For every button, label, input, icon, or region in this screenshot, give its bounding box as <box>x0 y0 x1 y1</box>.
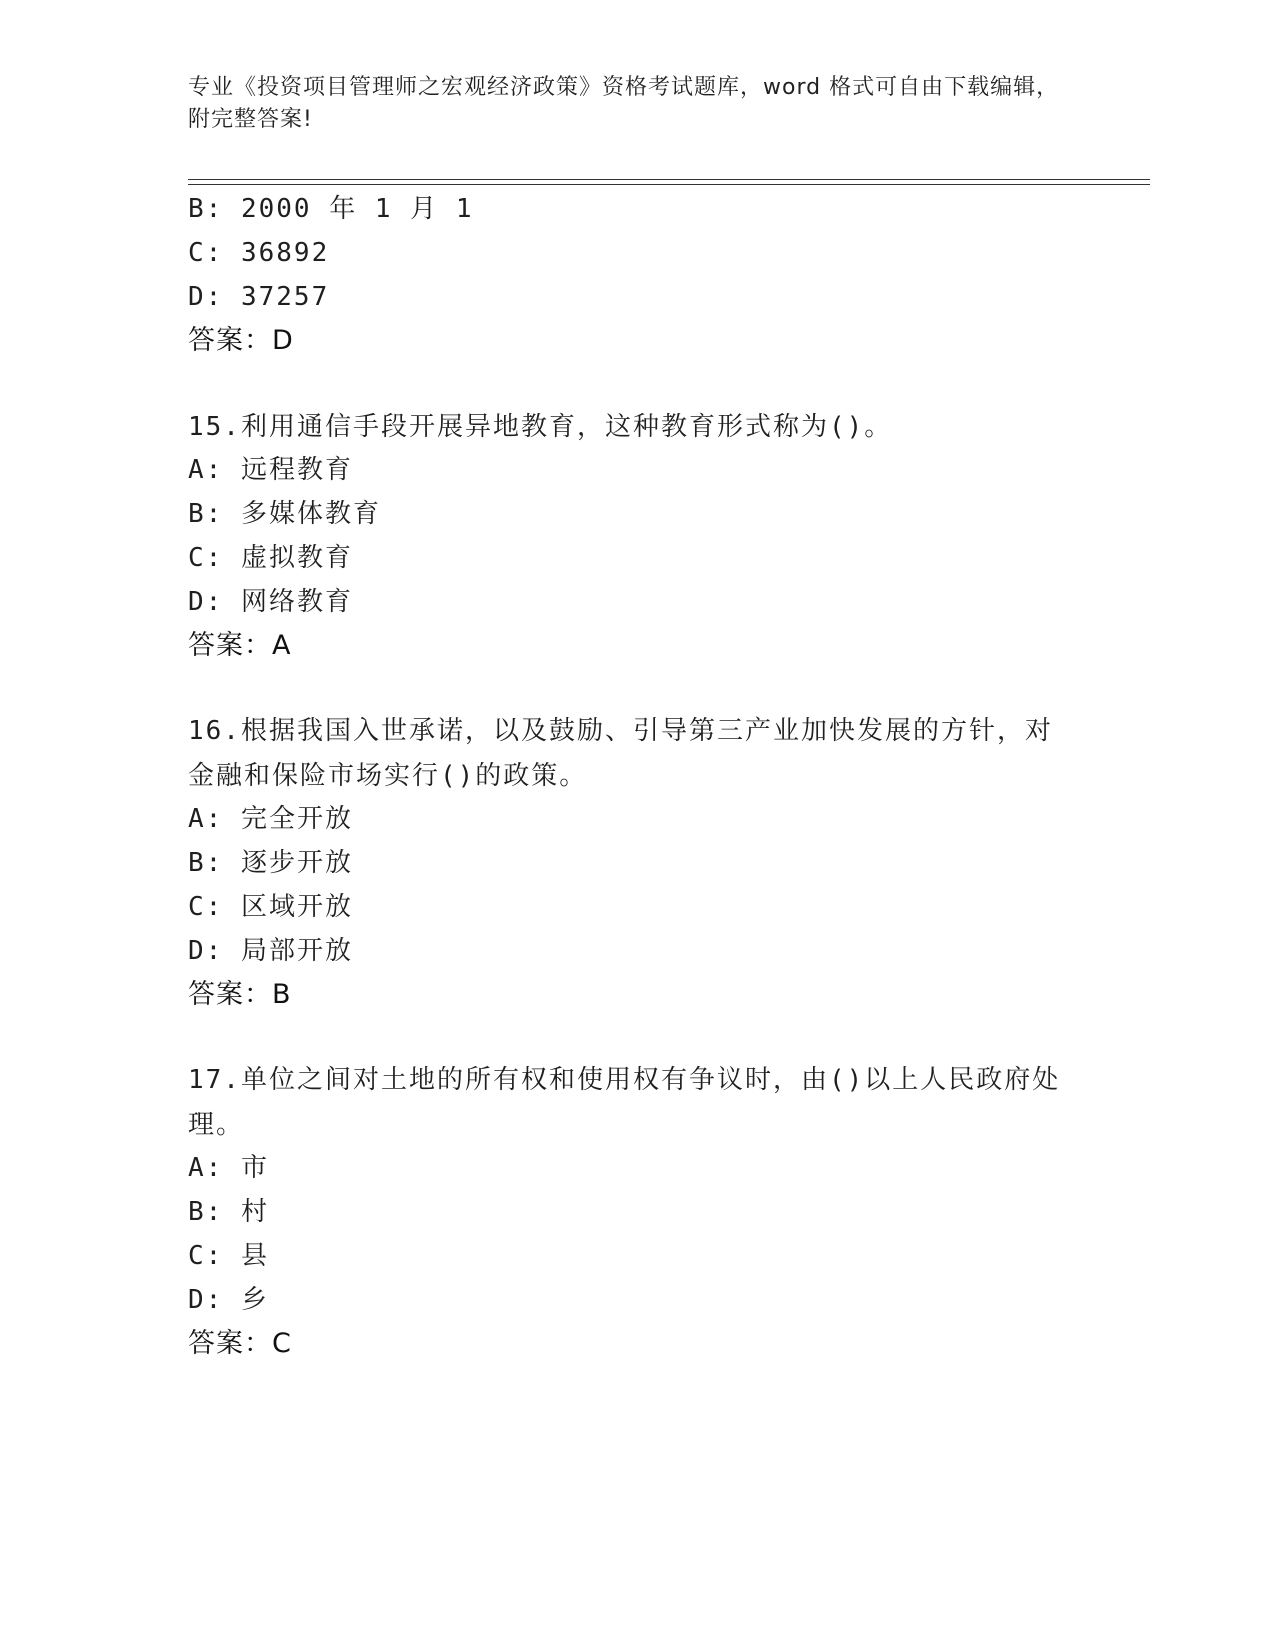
question-15-stem: 15.利用通信手段开展异地教育，这种教育形式称为()。 <box>188 412 893 442</box>
prev-option-b: B: 2000 年 1 月 1 <box>188 194 474 224</box>
question-17-answer: 答案：C <box>188 1328 292 1359</box>
question-17-option-d: D: 乡 <box>188 1285 269 1315</box>
prev-option-d: D: 37257 <box>188 282 330 312</box>
question-17-option-b: B: 村 <box>188 1197 269 1227</box>
question-17-stem: 17.单位之间对土地的所有权和使用权有争议时，由()以上人民政府处理。 <box>188 1065 1061 1140</box>
question-16-stem: 16.根据我国入世承诺，以及鼓励、引导第三产业加快发展的方针，对金融和保险市场实行()的政策。 <box>188 716 1053 791</box>
prev-answer: 答案：D <box>188 325 294 356</box>
document-header: 专业《投资项目管理师之宏观经济政策》资格考试题库，word 格式可自由下载编辑，附完整答案! <box>188 75 1060 132</box>
header-divider-top <box>188 179 1150 180</box>
header-divider-bottom <box>188 184 1150 185</box>
question-15-option-b: B: 多媒体教育 <box>188 499 381 529</box>
question-15-option-c: C: 虚拟教育 <box>188 543 353 573</box>
question-15-option-a: A: 远程教育 <box>188 455 353 485</box>
question-16-answer: 答案：B <box>188 979 292 1010</box>
question-16-option-b: B: 逐步开放 <box>188 848 353 878</box>
question-16-option-c: C: 区域开放 <box>188 892 353 922</box>
question-17-option-a: A: 市 <box>188 1153 269 1183</box>
question-16-option-d: D: 局部开放 <box>188 936 353 966</box>
question-15-option-d: D: 网络教育 <box>188 587 353 617</box>
prev-option-c: C: 36892 <box>188 238 330 268</box>
question-17-option-c: C: 县 <box>188 1241 269 1271</box>
question-16-option-a: A: 完全开放 <box>188 804 353 834</box>
question-15-answer: 答案：A <box>188 630 292 661</box>
